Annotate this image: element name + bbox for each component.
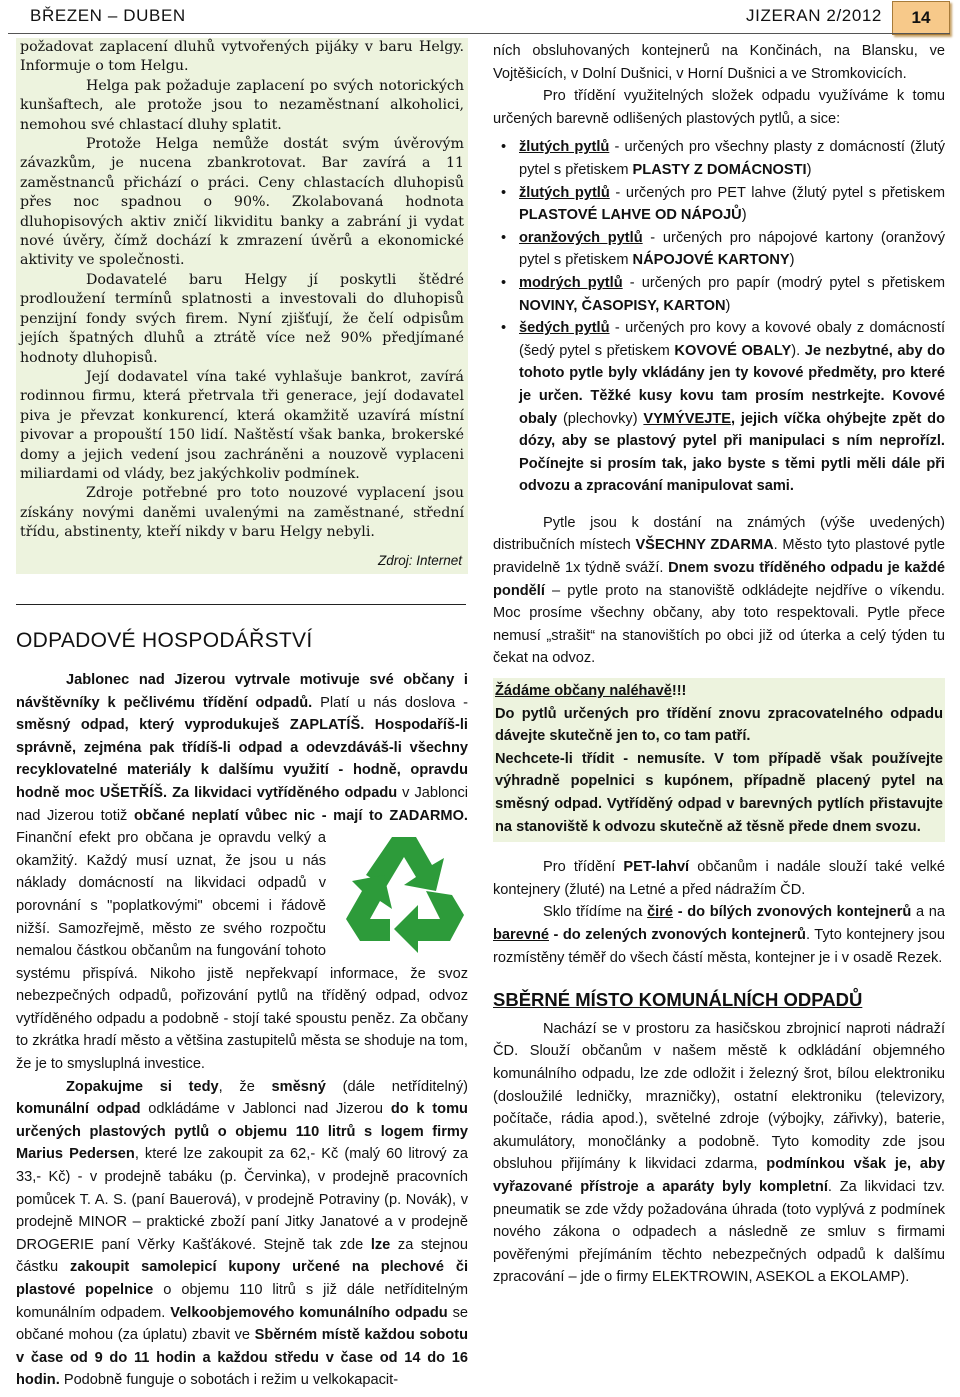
list-item: • žlutých pytlů - určených pro všechny plasty z domácností (žlutý pytel s přetiskem PLASTY Z DOMÁCNOSTI) [493,136,945,181]
recycle-icon [340,829,468,955]
notice-line: Nechcete-li třídit - nemusíte. V tom případě však používejte výhradně popelnici s kupónem, případně placený pytel na směsný odpad. Vytříděný odpad v barevných pytlích přistavujte na stanoviště k odvozu skutečně až těsně přede dnem svozu. [495,750,943,835]
waste-article [16,669,468,1392]
story-paragraph: Dodavatelé baru Helgy jí poskytli štědré prodloužení termínů splatnosti a investovali do dluhopisů penzijní fondy svých firem. Nyní zjišťují, že čelí odpisům jejích špatných dluhů a ztrátě více než 90% předjímané hodnoty dluhopisů. [20,271,464,366]
page-header [0,0,960,36]
article-paragraph: Sklo třídíme na čiré - do bílých zvonových kontejnerů a na barevné - do zelených zvonových kontejnerů. Tyto kontejnery jsou rozmístěny téměř do všech částí města, kontejner je i v osadě Rezek. [493,904,945,966]
article-paragraph: Zopakujme si tedy, že směsný (dále netříditelný) komunální odpad odkládáme v Jablonci nad Jizerou do k tomu určených plastových pytlů o objemu 110 litrů s logem firmy Marius Pedersen, které lze zakoupit za 62,- Kč (malý 60 litrový za 33,- Kč) - v prodejně tabáku (p. Červinka), v prodejně pracovních pomůcek T. A. S. (paní Bauerová), v prodejně Potraviny (p. Novák), v prodejně MINOR – praktické zboží paní Jitky Janatové a v prodejně DROGERIE paní Věrky Kašťákové. Stejně tak zde lze za stejnou částku zakoupit samolepicí kupony určené na plechové či plastové popelnice o objemu 110 litrů s již dále netříditelným komunálním odpadem. Velkoobjemového komunálního odpadu se občané mohou (za úplatu) zbavit ve Sběrném místě každou sobotu v čase od 9 do 11 hodin a každou středu v čase od 14 do 16 hodin. Podobně funguje o sobotách i režim u velkokapacit- [16,1078,469,1389]
story-paragraph: Helga pak požaduje zaplacení po svých notorických kunšaftech, ale protože jsou to nezaměstnaní alkoholici, nemohou své chlastací dluhy splatit. [20,77,464,133]
list-item: • oranžových pytlů - určených pro nápojové kartony (oranžový pytel s přetiskem NÁPOJOVÉ KARTONY) [493,227,945,272]
notice-heading: Žádáme občany naléhavě!!! [495,683,687,700]
issue-title: JIZERAN 2/2012 [746,6,882,25]
article-paragraph: Pro třídění PET-lahví občanům i nadále slouží také velké kontejnery (žluté) na Letné a před nádražím ČD. [493,859,945,898]
header-rule [8,33,950,34]
list-item: • modrých pytlů - určených pro papír (modrý pytel s přetiskem NOVINY, ČASOPISY, KARTON) [493,272,945,317]
article-paragraph: ních obsluhovaných kontejnerů na Končinách, na Blansku, ve Vojtěšicích, v Dolní Dušnici, v Horní Dušnici a ve Stromkovicích. [493,43,945,82]
list-item: • šedých pytlů - určených pro kovy a kovové obaly z domácností (šedý pytel s přetiskem KOVOVÉ OBALY). Je nezbytné, aby do tohoto pytle byly vkládány jen ty kovové předměty, pro které je určen. Těžké kusy kovu tam prosím nestrkejte. Kovové obaly (plechovky) VYMÝVEJTE, jejich víčka ohýbejte zpět do dózy, aby se plastový pytel při manipulaci s ním neprořízl. Počínejte si prosím tak, jako byste s těmi pytli měli dále při odvozu a zpracování manipulovat sami. [493,317,945,498]
collection-point-title: SBĚRNÉ MÍSTO KOMUNÁLNÍCH ODPADŮ [493,989,863,1011]
urgent-notice [493,678,945,842]
article-paragraph: Jablonec nad Jizerou vytrvale motivuje své občany i návštěvníky k pečlivému třídění odpadů. Platí u nás doslova - směsný odpad, který vyprodukuješ ZAPLATÍŠ. Hospodaříš-li správně, zejména pak třídíš-li odpad a odevzdáváš-li všechny recyklovatelné materiály k dalšímu využití - hodně, opravdu hodně moc UŠETŘÍŠ. Za likvidaci vytříděného odpadu v Jablonci nad Jizerou totiž občané neplatí vůbec nic - mají to ZADARMO. Finanční efekt pro občana je opravdu velký a okamžitý. Každý musí uznat, že jsou u nás náklady domácností na likvidaci odpadů v porovnání s "poplatkovými" obcemi i řádově nižší. Samozřejmě, město ze svého rozpočtu nemalou částkou občanům na fungování tohoto systému přispívá. Nikoho jistě nepřekvapí informace, že svoz nebezpečných odpadů, pořizování pytlů na tříděný odpad, odvoz vytříděného odpadu a podobně - stojí také spoustu peněz. Za občany to zkrátka hradí město a většina zastupitelů města se shoduje na tom, že je to smysluplná investice. [16,671,469,1073]
issue-months: BŘEZEN – DUBEN [30,6,186,25]
left-column [16,38,468,1392]
article-paragraph: Pytle jsou k dostání na známých (výše uvedených) distribučních místech VŠECHNY ZDARMA. Město tyto plastové pytle pravidelně 1x týdně sváží. Dnem svozu tříděného odpadu je každé pondělí – pytle proto na stanoviště odkládejte nejdříve o víkendu. Moc prosíme všechny občany, aby toto respektovali. Pytle přece nemusí „strašit“ na stanovištích po obci již od úterka a celý týden tu čekat na odvoz. [493,514,945,667]
story-paragraph: Protože Helga nemůže dostát svým úvěrovým závazkům, je nucena zbankrotovat. Bar zavírá a 11 zaměstnanců přichází o práci. Ceny chlastacích dluhopisů přes noc spadnou o 90%. Zkolabovaná hodnota dluhopisových aktiv zničí likviditu banky a zabrání ji vydat nové úvěry, čímž dochází k zmrazení úvěrů a ekonomické aktivity ve společnosti. [20,136,464,269]
section-title: ODPADOVÉ HOSPODÁŘSTVÍ [16,628,313,652]
notice-line: Do pytlů určených pro třídění znovu zpracovatelného odpadu dávejte skutečně jen to, co tam patří. [495,705,943,745]
article-paragraph: Pro třídění využitelných složek odpadu využíváme k tomu určených barevně odlišených plastových pytlů, a sice: [493,88,945,127]
story-paragraph: Její dodavatel vína také vyhlašuje bankrot, zavírá rodinnou firmu, která přetrvala tři generace, její dodavatel piva je převzat konkurencí, která okamžitě uzavírá místní pivovar a propouští 150 lidí. Naštěstí však banka, brokerské domy a jejich vedení jsou zachráněni a nouzově vyplaceni miliardami od vlády, bez jakýchkoliv podmínek. [20,368,464,482]
article-paragraph: Nachází se v prostoru za hasičskou zbrojnicí naproti nádraží ČD. Slouží občanům v našem městě k odkládání objemného komunálního odpadu, lze zde odložit i železný šrot, bílou elektroniku (dosloužilé ledničky, mrazničky), ostatní elektroniku (televizory, počítače, rádia apod.), světelné zdroje (výbojky, zářivky), baterie, akumulátory, monočlánky a podobně. Tyto komodity zde jsou obsluhou přijímány k likvidaci zdarma, podmínkou však je, aby vyřazované přístroje a aparáty byly kompletní. Za likvidaci tzv. pneumatik se zde vždy požadována úhrada (toto vyplývá z podmínek nového zákona o odpadech a následně ze smluv s firmami pověřenými přejímáním těchto nebezpečných odpadů k dalšímu zpracování – jde o firmy ELEKTROWIN, ASEKOL a EKOLAMP). [493,1020,945,1286]
story-paragraph: Zdroje potřebné pro toto nouzové vyplacení jsou získány novými daněmi uvalenými na zaměstnané, střední třídu, abstinenty, kteří nikdy v baru Helgy nebyli. [20,485,464,541]
source-note: Zdroj: Internet [377,552,462,568]
page-number: 14 [892,1,950,35]
section-divider [16,604,466,605]
right-column [493,40,945,1289]
helga-story-box [16,38,468,574]
list-item: • žlutých pytlů - určených pro PET lahve (žlutý pytel s přetiskem PLASTOVÉ LAHVE OD NÁPOJŮ) [493,182,945,227]
bag-list [493,136,945,498]
story-paragraph: požadovat zaplacení dluhů vytvořených pijáky v baru Helgy. Informuje o tom Helgu. [20,39,464,75]
